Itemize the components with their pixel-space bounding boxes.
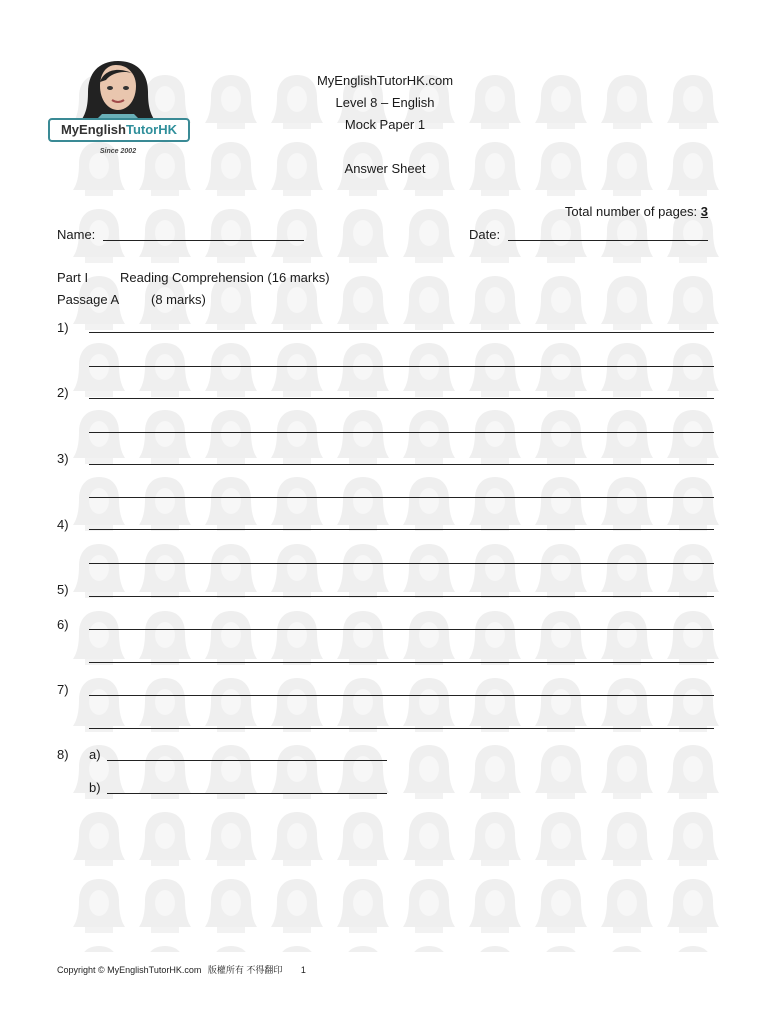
subpart-label: a) xyxy=(89,747,101,762)
footer xyxy=(57,964,306,976)
answer-line[interactable] xyxy=(89,432,714,433)
answer-line[interactable] xyxy=(107,760,387,761)
total-pages xyxy=(565,204,708,220)
part-label: Part I xyxy=(57,270,89,285)
answer-line[interactable] xyxy=(89,497,714,498)
answer-line[interactable] xyxy=(89,366,714,367)
question-number: 3) xyxy=(57,451,69,466)
part-title: Reading Comprehension (16 marks) xyxy=(120,270,330,285)
answer-line[interactable] xyxy=(89,398,714,399)
answer-line[interactable] xyxy=(89,332,714,333)
sheet-title: Answer Sheet xyxy=(344,161,426,176)
question-number: 7) xyxy=(57,682,69,697)
footer-copyright: Copyright © MyEnglishTutorHK.com xyxy=(57,965,202,975)
answer-line[interactable] xyxy=(89,695,714,696)
passage-label: Passage A xyxy=(57,292,120,307)
name-field-line[interactable] xyxy=(103,240,304,241)
question-number: 5) xyxy=(57,582,69,597)
total-pages-label: Total number of pages: xyxy=(564,204,701,219)
passage-marks: (8 marks) xyxy=(151,292,206,307)
answer-line[interactable] xyxy=(89,464,714,465)
tutor-portrait-icon xyxy=(46,58,196,122)
logo-brand-part1: MyEnglish xyxy=(60,122,126,137)
answer-line[interactable] xyxy=(89,596,714,597)
total-pages-value: 3 xyxy=(700,204,708,219)
paper-title: Mock Paper 1 xyxy=(344,117,426,132)
question-number: 8) xyxy=(57,747,69,762)
answer-line[interactable] xyxy=(89,629,714,630)
logo-since: Since 2002 xyxy=(99,148,137,155)
date-field-line[interactable] xyxy=(508,240,708,241)
level-title: Level 8 – English xyxy=(335,95,435,110)
question-number: 2) xyxy=(57,385,69,400)
subpart-label: b) xyxy=(89,780,101,795)
answer-line[interactable] xyxy=(89,529,714,530)
question-number: 6) xyxy=(57,617,69,632)
answer-line[interactable] xyxy=(107,793,387,794)
answer-line[interactable] xyxy=(89,728,714,729)
logo-brand-part2: TutorHK xyxy=(125,122,178,137)
logo-wordmark xyxy=(48,118,190,142)
brand-logo xyxy=(46,58,196,162)
question-number: 1) xyxy=(57,320,69,335)
answer-line[interactable] xyxy=(89,563,714,564)
question-number: 4) xyxy=(57,517,69,532)
answer-line[interactable] xyxy=(89,662,714,663)
site-name: MyEnglishTutorHK.com xyxy=(316,73,454,88)
footer-rights: 版權所有 不得翻印 xyxy=(207,965,283,975)
date-label: Date: xyxy=(469,227,501,242)
footer-page-number: 1 xyxy=(300,965,306,975)
name-label: Name: xyxy=(57,227,96,242)
